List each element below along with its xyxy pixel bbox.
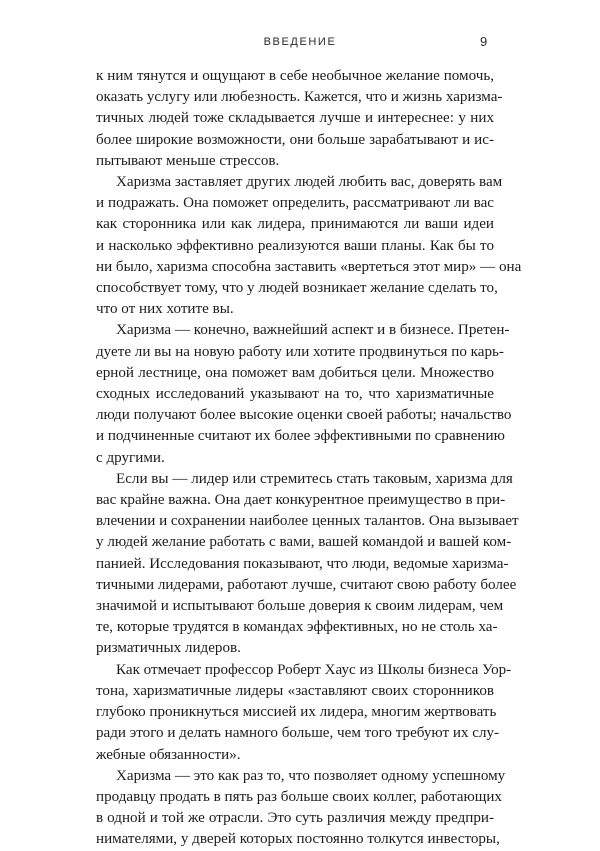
text-line: дуете ли вы на новую работу или хотите продвинуться по карь- (96, 343, 504, 360)
text-line: пытывают меньше стрессов. (96, 152, 280, 169)
paragraph (96, 766, 506, 851)
text-line: как сторонника или как лидера, принимаются ли ваши идеи (96, 216, 494, 233)
text-line: и подражать. Она поможет определить, рассматривают ли вас (96, 195, 494, 212)
text-line: влечении и сохранении наиболее ценных талантов. Она вызывает (96, 513, 519, 530)
text-line: Если вы — лидер или стремитесь стать таковым, харизма для (116, 470, 513, 487)
text-line: жебные обязанности». (96, 746, 241, 763)
body-text (96, 66, 522, 851)
text-line: продавцу продать в пять раз больше своих коллег, работающих (96, 788, 502, 805)
running-header (0, 34, 600, 54)
text-line: значимой и испытывают больше доверия к своим лидерам, чем (96, 598, 504, 615)
text-line: Харизма — это как раз то, что позволяет одному успешному (116, 767, 506, 784)
text-line: в одной и той же отрасли. Это суть различия между предпри- (96, 810, 494, 827)
text-line: более широкие возможности, они больше зарабатывают и ис- (96, 131, 494, 148)
section-title: ВВЕДЕНИЕ (263, 36, 337, 48)
text-line: и подчиненные считают их более эффективными по сравнению (96, 428, 505, 445)
text-line: способствует тому, что у людей возникает желание сделать то, (96, 280, 498, 297)
text-line: нимателями, у дверей которых постоянно толкутся инвесторы, (96, 831, 500, 848)
text-line: ризматичных лидеров. (96, 640, 241, 657)
page-number: 9 (480, 34, 488, 49)
paragraph (96, 172, 522, 320)
text-line: ерной лестнице, она поможет вам добиться цели. Множество (96, 364, 494, 381)
text-line: тичных людей тоже складывается лучше и интереснее: у них (96, 110, 494, 127)
text-line: те, которые трудятся в командах эффективных, но не столь ха- (96, 619, 498, 636)
text-line: вас крайне важна. Она дает конкурентное преимущество в при- (96, 492, 506, 509)
text-line: Как отмечает профессор Роберт Хаус из Школы бизнеса Уор- (116, 661, 512, 678)
text-line: тичными лидерами, работают лучше, считают свою работу более (96, 576, 517, 593)
text-line: и насколько эффективно реализуются ваши планы. Как бы то (96, 237, 494, 254)
text-line: ради этого и делать намного больше, чем того требуют их слу- (96, 725, 500, 742)
paragraph (96, 66, 503, 172)
text-line: что от них хотите вы. (96, 301, 234, 318)
text-line: с другими. (96, 449, 165, 466)
paragraph (96, 320, 512, 468)
text-line: панией. Исследования показывают, что люди, ведомые харизма- (96, 555, 509, 572)
text-line: Харизма заставляет других людей любить вас, доверять вам (116, 174, 503, 191)
text-line: у людей желание работать с вами, вашей командой и вашей ком- (96, 534, 512, 551)
text-line: люди получают более высокие оценки своей работы; начальство (96, 407, 512, 424)
paragraph (96, 469, 519, 660)
text-line: тона, харизматичные лидеры «заставляют своих сторонников (96, 682, 494, 699)
text-line: глубоко проникнуться миссией их лидера, многим жертвовать (96, 704, 497, 721)
text-line: к ним тянутся и ощущают в себе необычное желание помочь, (96, 68, 494, 84)
text-line: ни было, харизма способна заставить «вертеться этот мир» — она (96, 258, 522, 275)
text-line: Харизма — конечно, важнейший аспект и в бизнесе. Претен- (116, 322, 510, 339)
text-line: оказать услугу или любезность. Кажется, что и жизнь харизма- (96, 89, 503, 106)
text-line: сходных исследований указывают на то, что харизматичные (96, 386, 494, 403)
